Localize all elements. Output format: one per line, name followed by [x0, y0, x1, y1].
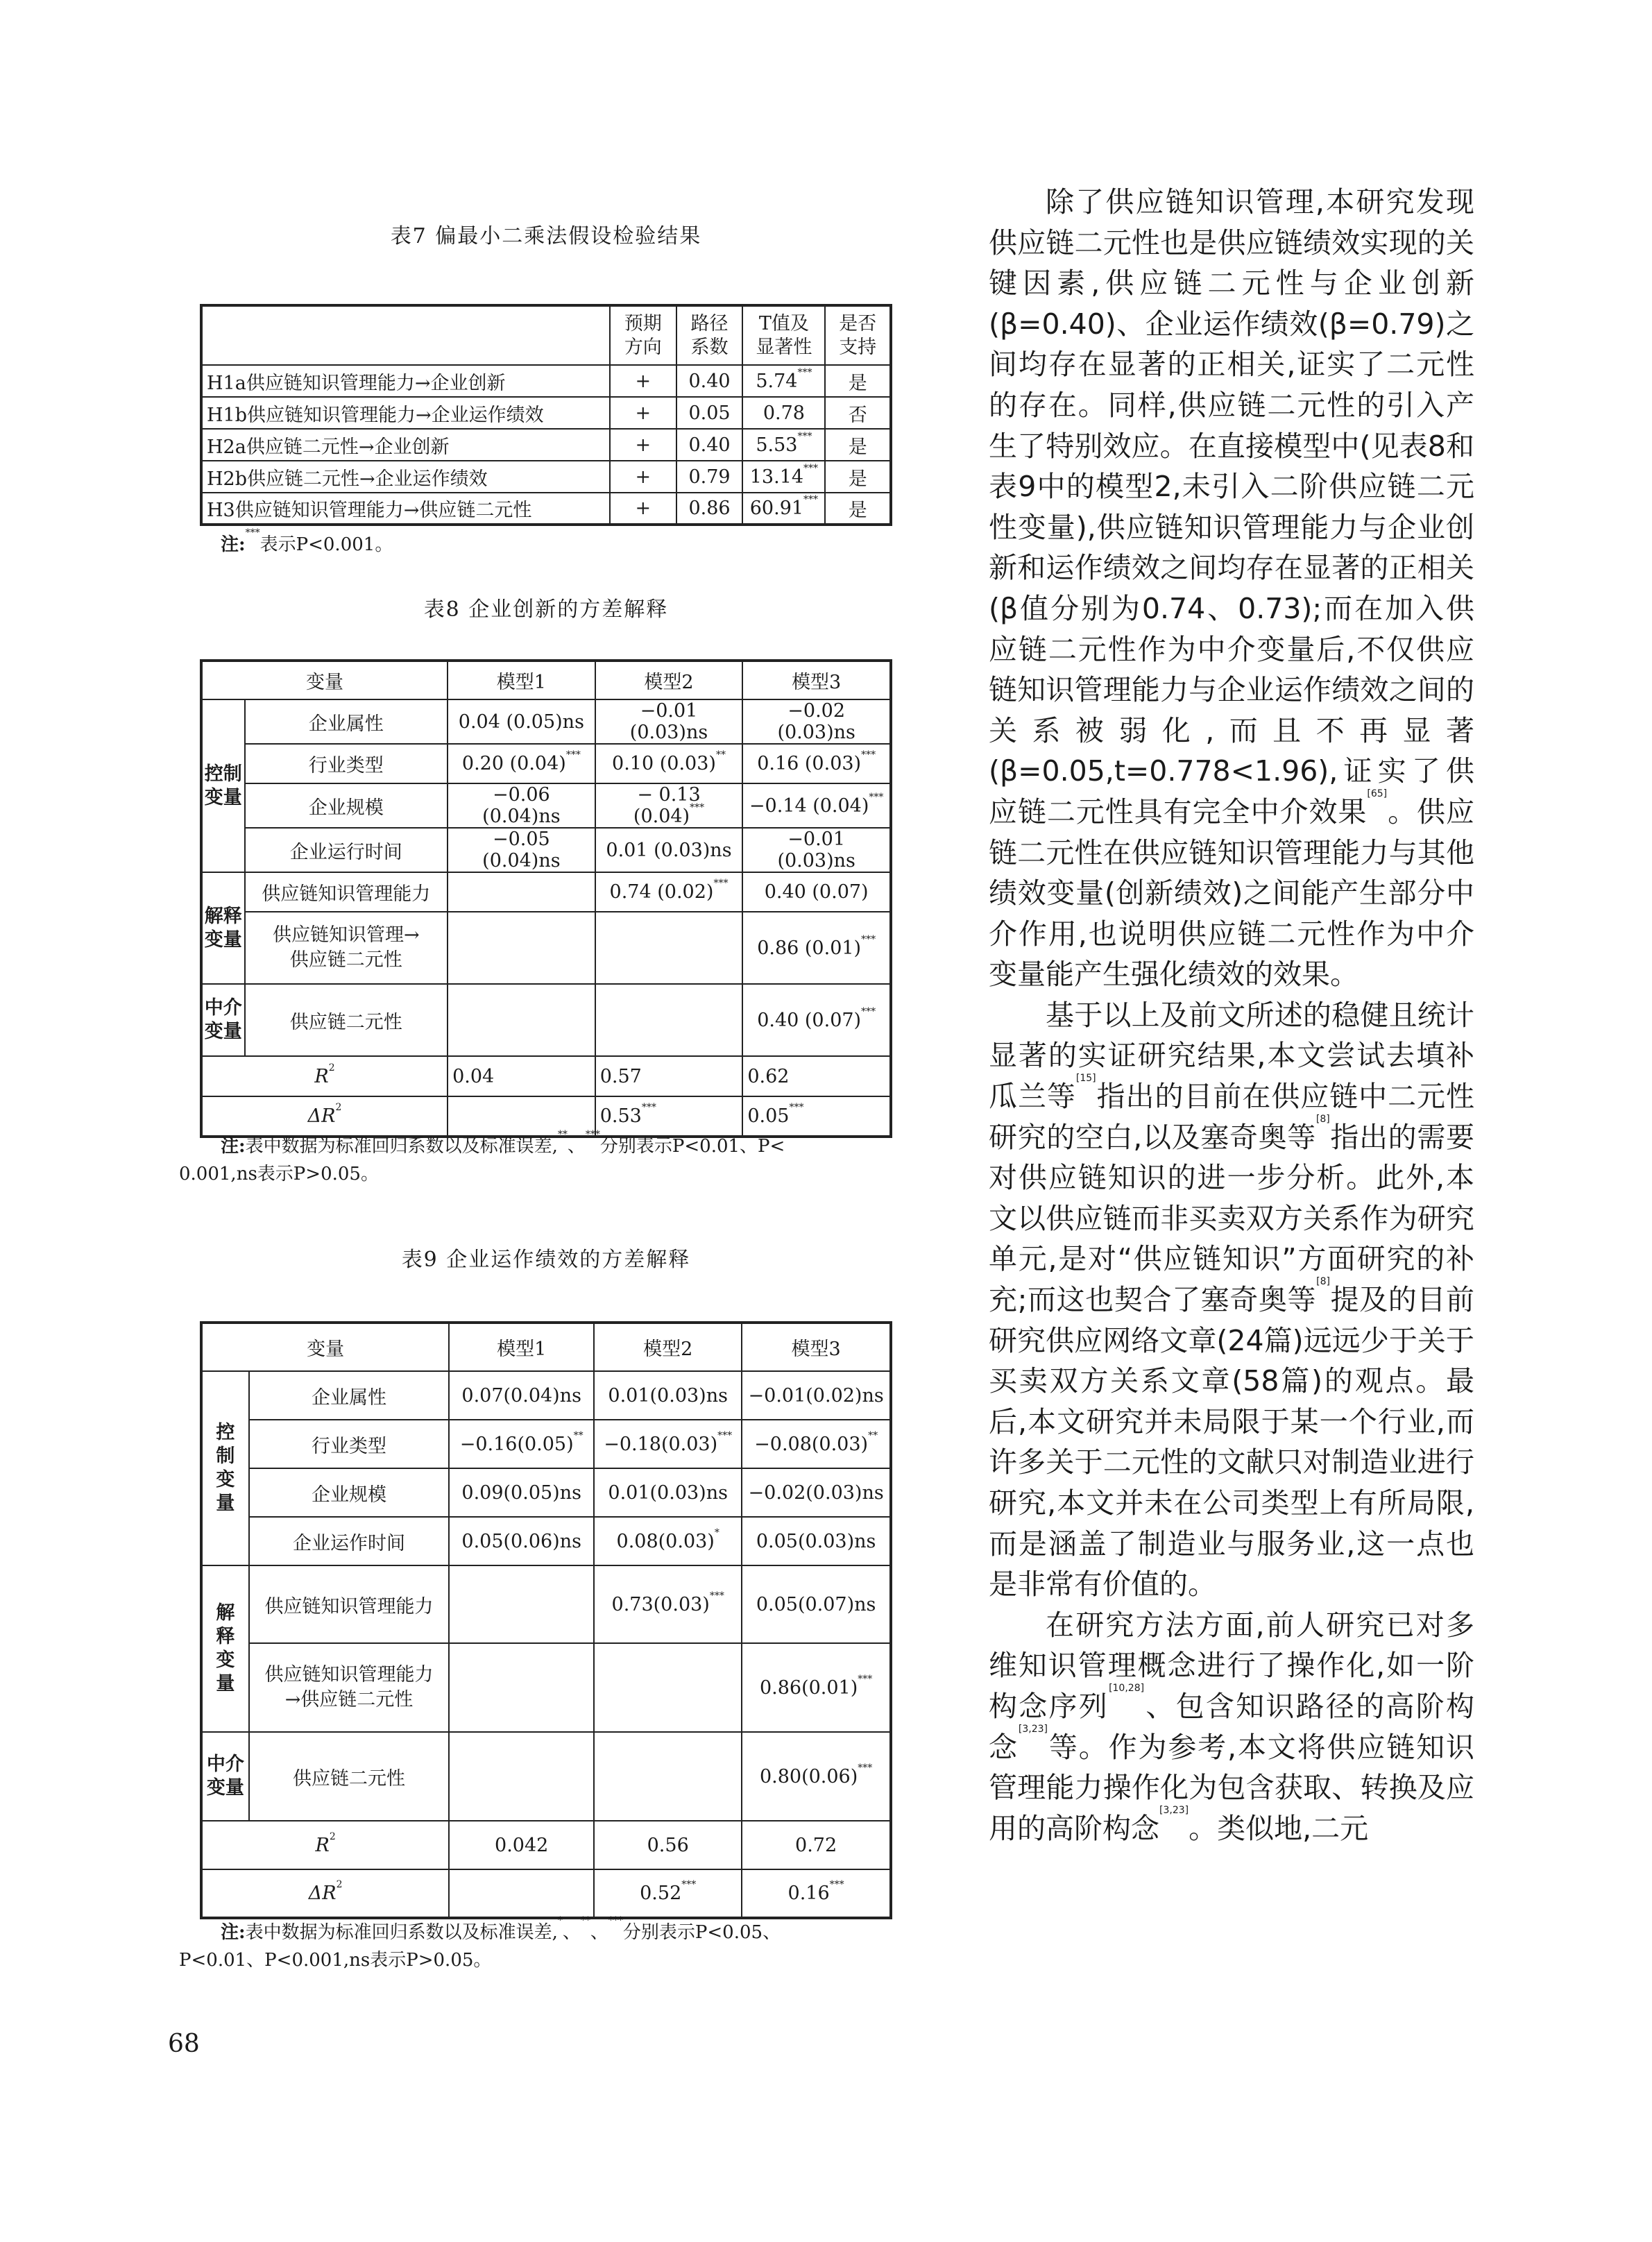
model1-cell	[448, 912, 595, 984]
model3-cell: 0.40 (0.07)	[742, 872, 891, 912]
variable-name: 供应链二元性	[249, 1732, 449, 1821]
model3-cell: 0.05***	[742, 1096, 891, 1137]
support-cell: 是	[825, 429, 891, 461]
model3-cell: 0.05(0.03)ns	[742, 1517, 891, 1565]
table-row	[201, 397, 891, 429]
variable-name: 行业类型	[249, 1420, 449, 1468]
dr2-label: $\Delta R^2$	[201, 1869, 449, 1918]
header-cell: 模型2	[594, 1323, 742, 1371]
table7-header-row	[201, 305, 891, 365]
model2-cell: −0.01 (0.03)ns	[595, 699, 743, 744]
variable-name: 企业运作时间	[249, 1517, 449, 1565]
variable-name: 企业运行时间	[245, 828, 448, 872]
model3-cell: 0.86 (0.01)***	[742, 912, 891, 984]
table8-note: 注:表中数据为标准回归系数以及标准误差,**、***分别表示P<0.01、P< 0.001,ns表示P>0.05。	[179, 1129, 785, 1184]
dr2-label: $\Delta R^2$	[201, 1096, 448, 1137]
header-cell: 模型1	[449, 1323, 594, 1371]
model3-cell: 0.40 (0.07)***	[742, 984, 891, 1056]
header-cell: 变量	[201, 1323, 449, 1371]
coef-cell: 0.40	[676, 429, 743, 461]
table7-header-cell: 预期 方向	[610, 305, 676, 365]
variable-name: 企业规模	[249, 1468, 449, 1517]
direction-cell: +	[610, 397, 676, 429]
model3-cell: 0.16 (0.03)***	[742, 744, 891, 783]
t-value-cell: 13.14***	[742, 461, 825, 493]
table-row	[201, 828, 891, 872]
header-cell: 模型3	[742, 661, 891, 699]
hypothesis-cell: H2b供应链二元性→企业运作绩效	[201, 461, 610, 493]
table7-header-cell: 是否 支持	[825, 305, 891, 365]
table8	[200, 659, 892, 1138]
support-cell: 是	[825, 493, 891, 525]
model1-cell	[448, 872, 595, 912]
table-row	[201, 1371, 891, 1420]
hypothesis-cell: H3供应链知识管理能力→供应链二元性	[201, 493, 610, 525]
model1-cell: 0.042	[449, 1821, 594, 1869]
model1-cell: 0.07(0.04)ns	[449, 1371, 594, 1420]
variable-name: 供应链二元性	[245, 984, 448, 1056]
paragraph: 除了供应链知识管理,本研究发现供应链二元性也是供应链绩效实现的关键因素,供应链二元性与企业创新(β=0.40)、企业运作绩效(β=0.79)之间均存在显著的正相关,证实了二元性的存在。同样,供应链二元性的引入产生了特别效应。在直接模型中(见表8和表9中的模型2,未引入二阶供应链二元性变量),供应链知识管理能力与企业创新和运作绩效之间均存在显著的正相关(β值分别为0.74、0.73);而在加入供应链二元性作为中介变量后,不仅供应链知识管理能力与企业运作绩效之间的关系被弱化,而且不再显著(β=0.05,t=0.778<1.96),证实了供应链二元性具有完全中介效果[65]。供应链二元性在供应链知识管理能力与其他绩效变量(创新绩效)之间能产生部分中介作用,也说明供应链二元性作为中介变量能产生强化绩效的效果。	[989, 185, 1474, 992]
table9	[200, 1321, 892, 1919]
model3-cell: 0.16***	[742, 1869, 891, 1918]
model3-cell: −0.02 (0.03)ns	[742, 699, 891, 744]
model2-cell	[595, 912, 743, 984]
direction-cell: +	[610, 429, 676, 461]
support-cell: 否	[825, 397, 891, 429]
coef-cell: 0.05	[676, 397, 743, 429]
coef-cell: 0.79	[676, 461, 743, 493]
variable-name: 企业属性	[249, 1371, 449, 1420]
t-value-cell: 0.78	[742, 397, 825, 429]
header-cell: 变量	[201, 661, 448, 699]
model2-cell	[594, 1732, 742, 1821]
direction-cell: +	[610, 461, 676, 493]
model2-cell	[595, 984, 743, 1056]
table-row	[201, 1643, 891, 1732]
hypothesis-cell: H2a供应链二元性→企业创新	[201, 429, 610, 461]
variable-name: 供应链知识管理能力	[245, 872, 448, 912]
group-label: 中介 变量	[201, 984, 245, 1056]
group-label: 控制 变量	[201, 699, 245, 872]
model2-cell: 0.01(0.03)ns	[594, 1371, 742, 1420]
model1-cell: −0.05 (0.04)ns	[448, 828, 595, 872]
model1-cell	[448, 1096, 595, 1137]
table-row	[201, 984, 891, 1056]
header-cell: 模型1	[448, 661, 595, 699]
model3-cell: 0.80(0.06)***	[742, 1732, 891, 1821]
table8-header-row	[201, 661, 891, 699]
table-row	[201, 912, 891, 984]
table-row	[201, 365, 891, 397]
model2-cell: 0.01(0.03)ns	[594, 1468, 742, 1517]
table7	[200, 304, 892, 526]
table7-header-cell: T值及 显著性	[742, 305, 825, 365]
model3-cell: 0.05(0.07)ns	[742, 1565, 891, 1643]
model2-cell: 0.01 (0.03)ns	[595, 828, 743, 872]
model2-cell: 0.53***	[595, 1096, 743, 1137]
direction-cell: +	[610, 365, 676, 397]
table-row	[201, 1821, 891, 1869]
model1-cell	[449, 1732, 594, 1821]
model2-cell: 0.52***	[594, 1869, 742, 1918]
variable-name: 供应链知识管理→ 供应链二元性	[245, 912, 448, 984]
paragraph: 在研究方法方面,前人研究已对多维知识管理概念进行了操作化,如一阶构念序列[10,28]、包含知识路径的高阶构念[3,23]等。作为参考,本文将供应链知识管理能力操作化为包含获取、转换及应用的高阶构念[3,23]。类似地,二元	[989, 1608, 1475, 1845]
table9-header-row	[201, 1323, 891, 1371]
r2-label: $R^2$	[201, 1821, 449, 1869]
hypothesis-cell: H1a供应链知识管理能力→企业创新	[201, 365, 610, 397]
model3-cell: −0.02(0.03)ns	[742, 1468, 891, 1517]
t-value-cell: 5.53***	[742, 429, 825, 461]
t-value-cell: 60.91***	[742, 493, 825, 525]
model1-cell: 0.04	[448, 1056, 595, 1096]
model1-cell	[449, 1565, 594, 1643]
body-text-column	[989, 182, 1474, 1849]
table7-header-cell: 路径 系数	[676, 305, 743, 365]
table7-caption: 表7 偏最小二乘法假设检验结果	[390, 224, 702, 248]
table-row	[201, 1096, 891, 1137]
table-row	[201, 1420, 891, 1468]
model2-cell: 0.56	[594, 1821, 742, 1869]
table-row	[201, 1517, 891, 1565]
model3-cell: 0.62	[742, 1056, 891, 1096]
model1-cell: 0.09(0.05)ns	[449, 1468, 594, 1517]
variable-name: 企业规模	[245, 783, 448, 828]
coef-cell: 0.40	[676, 365, 743, 397]
t-value-cell: 5.74***	[742, 365, 825, 397]
model2-cell: − 0.13 (0.04)***	[595, 783, 743, 828]
model2-cell	[594, 1643, 742, 1732]
model3-cell: −0.01(0.02)ns	[742, 1371, 891, 1420]
table7-header-cell	[201, 305, 610, 365]
model1-cell: 0.05(0.06)ns	[449, 1517, 594, 1565]
table7-note: 注:***表示P<0.001。	[221, 527, 393, 555]
paragraph: 基于以上及前文所述的稳健且统计显著的实证研究结果,本文尝试去填补瓜兰等[15]指出的目前在供应链中二元性研究的空白,以及塞奇奥等[8]指出的需要对供应链知识的进一步分析。此外,本文以供应链而非买卖双方关系作为研究单元,是对“供应链知识”方面研究的补充;而这也契合了塞奇奥等[8]提及的目前研究供应网络文章(24篇)远远少于关于买卖双方关系文章(58篇)的观点。最后,本文研究并未局限于某一个行业,而许多关于二元性的文献只对制造业进行研究,本文并未在公司类型上有所局限,而是涵盖了制造业与服务业,这一点也是非常有价值的。	[989, 998, 1475, 1602]
model1-cell	[448, 984, 595, 1056]
model2-cell: 0.08(0.03)*	[594, 1517, 742, 1565]
table-row	[201, 783, 891, 828]
variable-name: 供应链知识管理能力	[249, 1565, 449, 1643]
table-row	[201, 461, 891, 493]
support-cell: 是	[825, 365, 891, 397]
group-label: 解释 变量	[201, 872, 245, 984]
model1-cell: 0.04 (0.05)ns	[448, 699, 595, 744]
hypothesis-cell: H1b供应链知识管理能力→企业运作绩效	[201, 397, 610, 429]
table-row	[201, 1869, 891, 1918]
model2-cell: 0.74 (0.02)***	[595, 872, 743, 912]
model2-cell: −0.18(0.03)***	[594, 1420, 742, 1468]
table-row	[201, 1732, 891, 1821]
table-row	[201, 872, 891, 912]
model1-cell: −0.16(0.05)**	[449, 1420, 594, 1468]
model2-cell: 0.57	[595, 1056, 743, 1096]
model1-cell	[449, 1869, 594, 1918]
model1-cell: 0.20 (0.04)***	[448, 744, 595, 783]
table-row	[201, 493, 891, 525]
table-row	[201, 429, 891, 461]
table-row	[201, 1468, 891, 1517]
direction-cell: +	[610, 493, 676, 525]
group-label: 控 制 变 量	[201, 1371, 249, 1565]
group-label: 解 释 变 量	[201, 1565, 249, 1732]
model3-cell: 0.72	[742, 1821, 891, 1869]
model3-cell: −0.14 (0.04)***	[742, 783, 891, 828]
model1-cell: −0.06 (0.04)ns	[448, 783, 595, 828]
variable-name: 行业类型	[245, 744, 448, 783]
r2-label: $R^2$	[201, 1056, 448, 1096]
page-number: 68	[168, 2030, 200, 2058]
table9-caption: 表9 企业运作绩效的方差解释	[401, 1248, 691, 1272]
variable-name: 企业属性	[245, 699, 448, 744]
table8-caption: 表8 企业创新的方差解释	[423, 597, 669, 622]
table-row	[201, 1565, 891, 1643]
model3-cell: 0.86(0.01)***	[742, 1643, 891, 1732]
header-cell: 模型2	[595, 661, 743, 699]
variable-name: 供应链知识管理能力 →供应链二元性	[249, 1643, 449, 1732]
support-cell: 是	[825, 461, 891, 493]
model2-cell: 0.10 (0.03)**	[595, 744, 743, 783]
table-row	[201, 1056, 891, 1096]
group-label: 中介 变量	[201, 1732, 249, 1821]
coef-cell: 0.86	[676, 493, 743, 525]
header-cell: 模型3	[742, 1323, 891, 1371]
model3-cell: −0.01 (0.03)ns	[742, 828, 891, 872]
model3-cell: −0.08(0.03)**	[742, 1420, 891, 1468]
model2-cell: 0.73(0.03)***	[594, 1565, 742, 1643]
table-row	[201, 699, 891, 744]
table9-note: 注:表中数据为标准回归系数以及标准误差,*、**、***分别表示P<0.05、 P<0.01、P<0.001,ns表示P>0.05。	[179, 1915, 781, 1971]
table-row	[201, 744, 891, 783]
model1-cell	[449, 1643, 594, 1732]
